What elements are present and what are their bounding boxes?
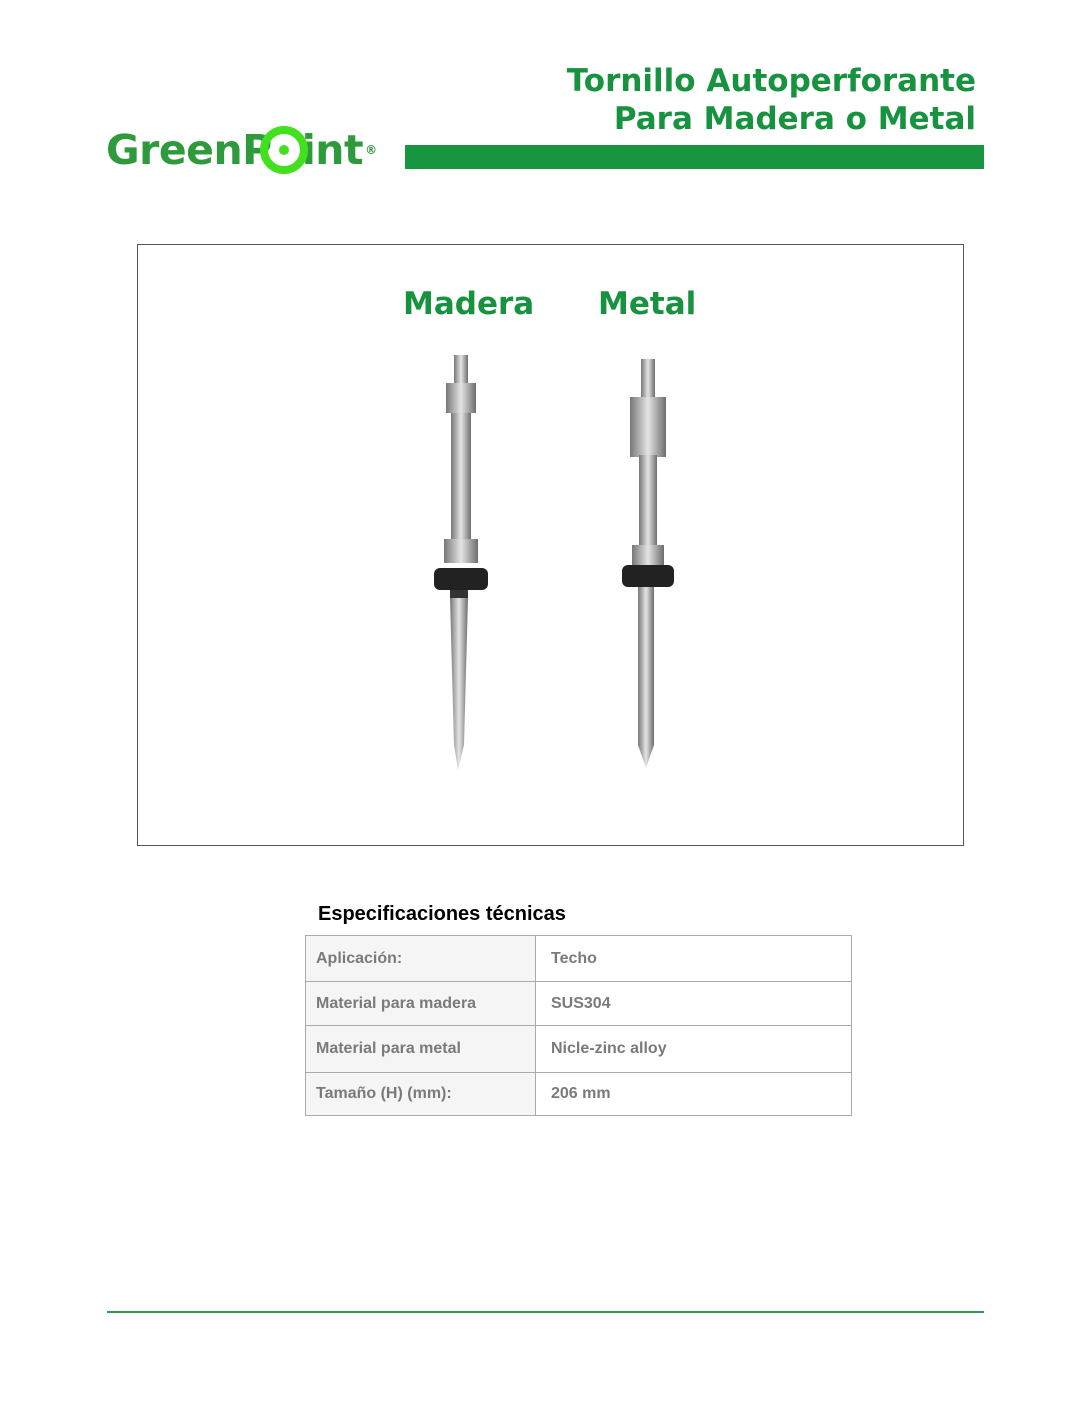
footer-divider: [107, 1311, 984, 1313]
label-madera: Madera: [403, 286, 535, 322]
screws-illustration: [138, 245, 963, 845]
document-title: [567, 62, 976, 138]
greenpoint-logo: GreenP int ®: [106, 126, 377, 174]
logo-target-icon: [260, 126, 308, 174]
title-line-2: Para Madera o Metal: [613, 101, 976, 137]
table-row: Aplicación: Techo: [306, 936, 852, 982]
metal-screw: [622, 359, 674, 768]
table-row: Material para metal Nicle-zinc alloy: [306, 1026, 852, 1073]
specs-title: Especificaciones técnicas: [318, 903, 566, 925]
title-line-1: Tornillo Autoperforante: [566, 63, 976, 99]
wood-screw: [434, 355, 488, 770]
product-image: [137, 244, 964, 846]
table-row: Tamaño (H) (mm): 206 mm: [306, 1073, 852, 1116]
header-bar: [405, 145, 984, 169]
label-metal: Metal: [598, 286, 697, 322]
specs-table: [305, 935, 852, 1116]
table-row: Material para madera SUS304: [306, 982, 852, 1026]
